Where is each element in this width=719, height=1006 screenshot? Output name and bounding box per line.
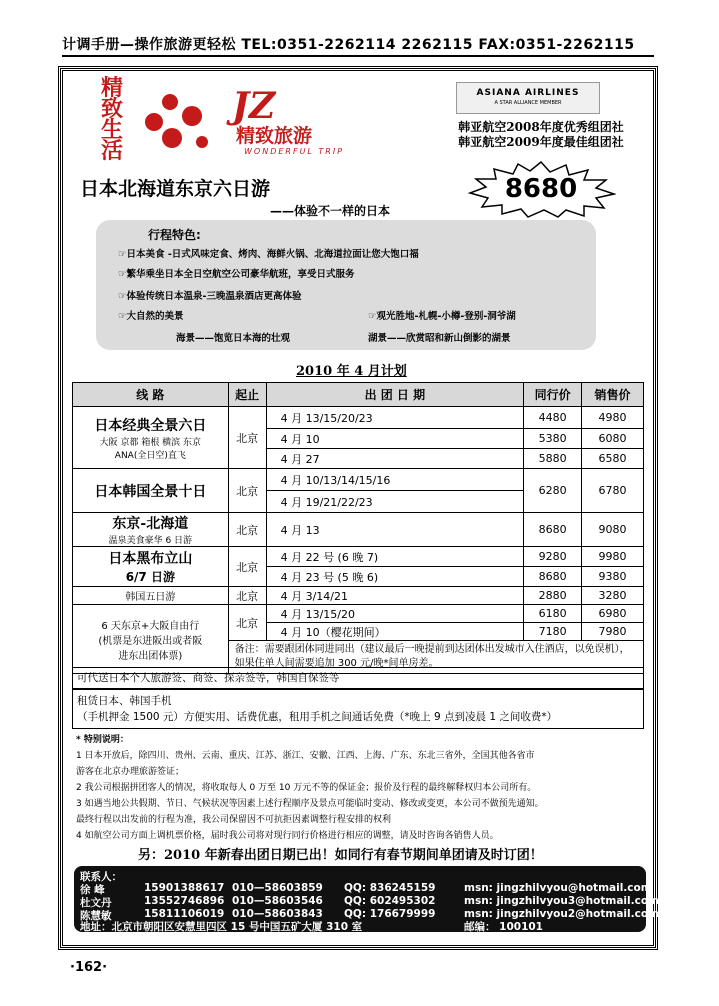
logo-cn: 精致旅游 [236, 125, 313, 147]
trade-price: 4480 [524, 407, 582, 429]
special-title: * 特别说明： [76, 735, 129, 745]
city-cell: 北京 [228, 587, 266, 605]
route-name: 韩国五日游 [125, 592, 176, 603]
route-sub: (机票是东进阪出或者阪 [98, 635, 203, 647]
contact-msn: msn: jingzhilvyou3@hotmail.com [464, 895, 659, 907]
special-line: 最终行程以出发前的行程为准，我公司保留因不可抗拒因素调整行程安排的权利 [76, 815, 392, 825]
sale-price: 3280 [582, 587, 644, 605]
header-rule [62, 55, 654, 57]
contact-msn: msn: jingzhilvyou2@hotmail.com [464, 908, 659, 920]
spring-festival-banner: 另：2010 年新春出团日期已出！如同行有春节期间单团请及时订团！ [138, 848, 543, 863]
sale-price: 6080 [582, 429, 644, 449]
contact-address: 地址：北京市朝阳区安慧里四区 15 号中国五矿大厦 310 室 [80, 921, 363, 933]
contact-tel: 010—58603546 [232, 895, 323, 907]
trade-price: 5380 [524, 429, 582, 449]
features-title: 行程特色: [148, 228, 201, 242]
phone-line: （手机押金 1500 元）方便实用、话费优惠，租用手机之间通话免费（*晚上 9 点到凌晨 1 之间收费*） [77, 711, 558, 723]
route-cell [73, 469, 229, 513]
brand-char: 致 [100, 96, 123, 122]
trade-price: 6180 [524, 605, 582, 623]
contact-name: 徐 峰 [80, 884, 105, 896]
city-cell: 北京 [228, 547, 266, 587]
route-name: 日本韩国全景十日 [94, 483, 207, 500]
date-cell: 4 月 10/13/14/15/16 [266, 469, 524, 491]
trade-price: 7180 [524, 623, 582, 641]
award-line: 韩亚航空2009年度最佳组团社 [458, 135, 624, 149]
col-header: 同行价 [524, 383, 582, 407]
route-cell [73, 605, 229, 674]
date-cell: 4 月 22 号 (6 晚 7) [266, 547, 524, 567]
schedule-table [72, 382, 644, 674]
page-subtitle: ——体验不一样的日本 [270, 204, 391, 218]
contact-mobile: 13552746896 [144, 895, 225, 907]
award-line: 韩亚航空2008年度优秀组团社 [458, 120, 624, 134]
feature-line: ☞大自然的美景 [118, 311, 184, 322]
col-header: 出 团 日 期 [266, 383, 524, 407]
table-row [73, 513, 644, 547]
contact-msn: msn: jingzhilvyou@hotmail.com [464, 882, 652, 894]
route-name: 日本经典全景六日 [94, 417, 207, 434]
table-note: 备注：需要跟团体同进同出（建议最后一晚提前到达团体出发城市入住酒店，以免误机），如果住单人间需要追加 300 元/晚*间单房差。 [228, 641, 643, 674]
special-notes [76, 732, 642, 844]
sale-price: 9380 [582, 567, 644, 587]
route-cell [73, 407, 229, 469]
brand-char: 精 [100, 75, 123, 101]
contact-qq: QQ: 176679999 [344, 908, 436, 920]
trade-price: 2880 [524, 587, 582, 605]
trade-price: 8680 [524, 513, 582, 547]
contact-qq: QQ: 602495302 [344, 895, 436, 907]
special-line: 游客在北京办理旅游签证； [76, 767, 185, 777]
brand-logo [140, 82, 380, 160]
city-cell: 北京 [228, 407, 266, 469]
date-cell: 4 月 10 [266, 429, 524, 449]
special-line: 2 我公司根据拼团客人的情况，将收取每人 0 万至 10 万元不等的保证金；报价及行程的最终解释权归本公司所有。 [76, 783, 537, 793]
date-cell: 4 月 10（樱花期间） [266, 623, 524, 641]
trade-price: 6280 [524, 469, 582, 513]
table-row [73, 547, 644, 567]
route-cell [73, 513, 229, 547]
trade-price: 5880 [524, 449, 582, 469]
date-cell: 4 月 27 [266, 449, 524, 469]
table-row [73, 605, 644, 623]
feature-line: ☞体验传统日本温泉-三晚温泉酒店更高体验 [118, 291, 302, 302]
phone-line: 租赁日本、韩国手机 [77, 695, 172, 707]
sale-price: 4980 [582, 407, 644, 429]
feature-line: ☞繁华乘坐日本全日空航空公司豪华航班，享受日式服务 [118, 269, 355, 280]
logo-mark: JZ [232, 85, 276, 127]
table-row [73, 587, 644, 605]
trade-price: 9280 [524, 547, 582, 567]
brand-char: 活 [100, 138, 123, 164]
feature-line: 湖景——欣赏昭和新山倒影的湖景 [368, 333, 511, 344]
feature-line: ☞日本美食 -日式风味定食、烤肉、海鲜火锅、北海道拉面让您大饱口福 [118, 249, 419, 260]
airline-member: A STAR ALLIANCE MEMBER [494, 100, 562, 106]
contact-postcode: 邮编： 100101 [464, 921, 543, 933]
feature-line: 海景——饱览日本海的壮观 [176, 333, 291, 344]
date-cell: 4 月 13/15/20/23 [266, 407, 524, 429]
contact-label: 联系人： [80, 871, 122, 883]
route-sub: 温泉美食豪华 6 日游 [108, 536, 193, 546]
sale-price: 9980 [582, 547, 644, 567]
page-number: ·162· [70, 960, 108, 975]
table-header-row [73, 383, 644, 407]
trade-price: 8680 [524, 567, 582, 587]
contact-name: 杜文丹 [80, 897, 112, 909]
logo-en: WONDERFUL TRIP [244, 147, 345, 156]
date-cell: 4 月 13/15/20 [266, 605, 524, 623]
contact-name: 陈慧敏 [80, 910, 112, 922]
page-title: 日本北海道东京六日游 [80, 178, 271, 200]
sale-price: 9080 [582, 513, 644, 547]
route-cell [73, 547, 229, 587]
route-sub: ANA(全日空)直飞 [114, 450, 186, 461]
city-cell: 北京 [228, 605, 266, 641]
route-name: 东京-北海道 [112, 516, 189, 532]
sale-price: 6780 [582, 469, 644, 513]
route-sub: 大阪 京都 箱根 横滨 东京 [99, 437, 202, 448]
contact-mobile: 15811106019 [144, 908, 225, 920]
brand-vertical-text [84, 75, 140, 164]
feature-line: ☞观光胜地-札幌-小樽-登别-洞爷湖 [368, 311, 516, 322]
contact-tel: 010—58603843 [232, 908, 323, 920]
features-panel [96, 220, 596, 350]
contact-panel [74, 866, 659, 933]
airline-name: ASIANA AIRLINES [476, 88, 580, 98]
date-cell: 4 月 19/21/22/23 [266, 491, 524, 513]
route-name: 日本黑布立山 [108, 551, 193, 567]
contact-mobile: 15901388617 [144, 882, 225, 894]
col-header: 销售价 [582, 383, 644, 407]
date-cell: 4 月 3/14/21 [266, 587, 524, 605]
table-row [73, 469, 644, 491]
city-cell: 北京 [228, 469, 266, 513]
sale-price: 6580 [582, 449, 644, 469]
sale-price: 7980 [582, 623, 644, 641]
brand-char: 生 [100, 117, 123, 143]
date-cell: 4 月 13 [266, 513, 524, 547]
route-name: 6 天东京+大阪自由行 [101, 620, 200, 632]
airline-awards [446, 120, 636, 150]
price-value: 8680 [504, 174, 578, 204]
route-sub: 6/7 日游 [125, 570, 175, 584]
date-cell: 4 月 23 号 (5 晚 6) [266, 567, 524, 587]
visa-row: 可代送日本个人旅游签、商签、探亲签等，韩国自保签等 [72, 667, 644, 689]
contact-tel: 010—58603859 [232, 882, 323, 894]
page-header: 计调手册—操作旅游更轻松 TEL:0351-2262114 2262115 FAX:0351-2262115 [62, 37, 635, 53]
route-sub: 进东出团体票) [118, 650, 183, 662]
phone-rental-row [72, 689, 644, 729]
special-line: 4 如航空公司方面上调机票价格，届时我公司将对现行同行价格进行相应的调整，请及时咨询各销售人员。 [76, 831, 499, 841]
contact-qq: QQ: 836245159 [344, 882, 436, 894]
special-line: 3 如遇当地公共假期、节日、气候状况等因素上述行程顺序及景点可能临时变动、修改或变更，本公司不做预先通知。 [76, 799, 544, 809]
airline-logo [456, 82, 600, 114]
sale-price: 6980 [582, 605, 644, 623]
plan-title: 2010 年 4 月计划 [296, 364, 407, 379]
special-line: 1 日本开放后，除四川、贵州、云南、重庆、江苏、浙江、安徽、江西、上海、广东、东北三省外，全国其他各省市 [76, 751, 535, 761]
route-cell [73, 587, 229, 605]
col-header: 起止 [228, 383, 266, 407]
col-header: 线 路 [73, 383, 229, 407]
table-row [73, 407, 644, 429]
city-cell: 北京 [228, 513, 266, 547]
